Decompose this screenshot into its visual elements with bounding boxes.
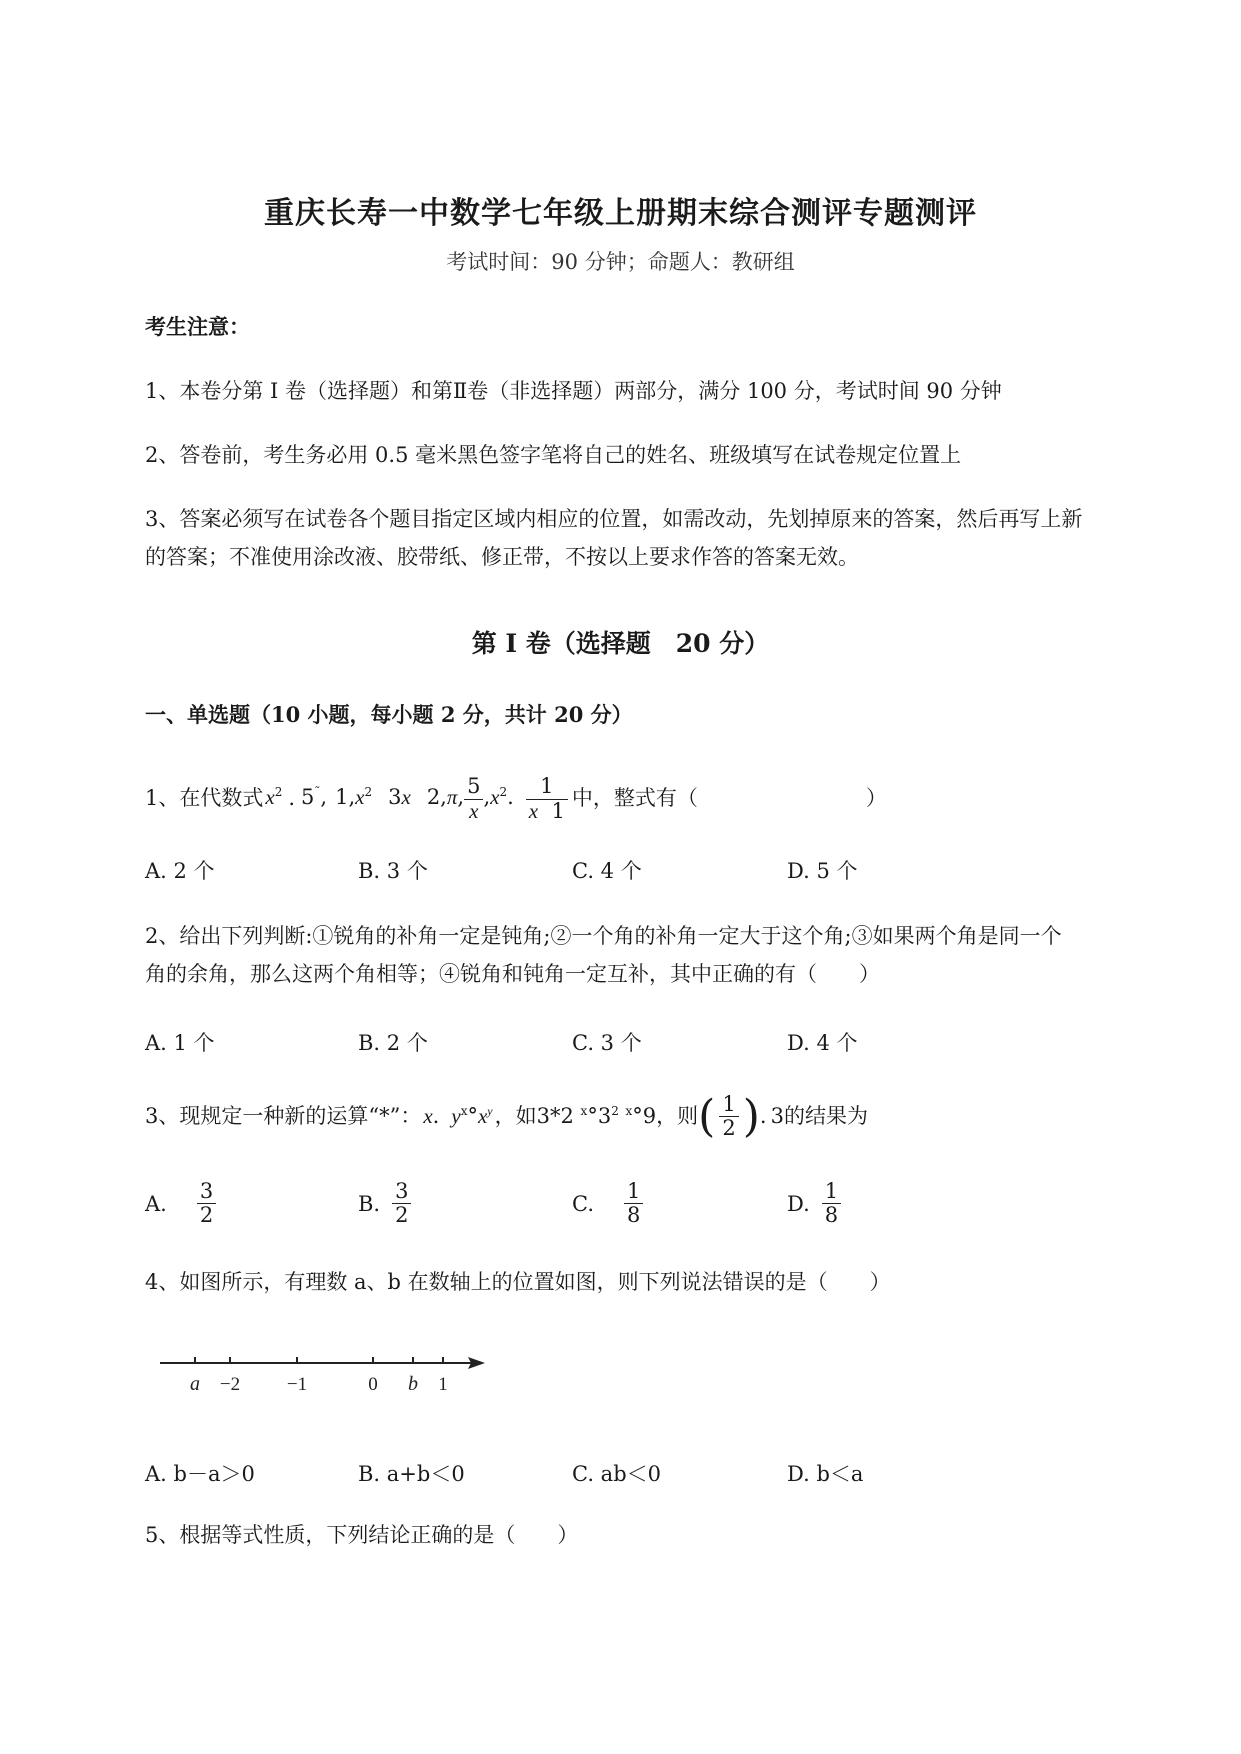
q4-option-d[interactable]: D. b＜a bbox=[787, 1462, 864, 1486]
question-2-line-1: 2、给出下列判断:①锐角的补角一定是钝角;②一个角的补角一定大于这个角;③如果两个角是同一个 bbox=[145, 924, 1062, 948]
label-neg2: −2 bbox=[219, 1374, 241, 1395]
notice-heading: 考生注意： bbox=[145, 314, 250, 339]
number-line-figure bbox=[150, 1345, 490, 1400]
q1-suffix: 中，整式有（ ） bbox=[571, 786, 887, 811]
q4-option-a[interactable]: A. b－a＞0 bbox=[145, 1462, 255, 1486]
q3-mid: ，如 bbox=[494, 1104, 537, 1129]
q1-prefix: 1、在代数式 bbox=[145, 786, 264, 811]
q3-option-a[interactable]: A. $\frac{3}{2}$ bbox=[145, 1180, 216, 1227]
label-neg1: −1 bbox=[286, 1374, 308, 1395]
part-heading: 一、单选题（10 小题，每小题 2 分，共计 20 分） bbox=[145, 702, 633, 727]
q2-option-c[interactable]: C. 3 个 bbox=[572, 1031, 642, 1055]
q1-option-b[interactable]: B. 3 个 bbox=[358, 859, 428, 883]
question-5: 5、根据等式性质，下列结论正确的是（ ） bbox=[145, 1523, 579, 1547]
notice-item-3-cont: 的答案；不准使用涂改液、胶带纸、修正带，不按以上要求作答的答案无效。 bbox=[145, 545, 859, 569]
q3-option-c[interactable]: C. $\frac{1}{8}$ bbox=[572, 1180, 643, 1227]
q1-option-a[interactable]: A. 2 个 bbox=[145, 859, 215, 883]
q2-option-b[interactable]: B. 2 个 bbox=[358, 1031, 428, 1055]
q1-option-c[interactable]: C. 4 个 bbox=[572, 859, 642, 883]
q2-option-d[interactable]: D. 4 个 bbox=[787, 1031, 858, 1055]
notice-item-1: 1、本卷分第 I 卷（选择题）和第Ⅱ卷（非选择题）两部分，满分 100 分，考试时间 90 分钟 bbox=[145, 379, 1002, 403]
q3-expression: ( $\frac{1}{2}$ ) . 3 bbox=[698, 1090, 784, 1142]
q4-option-b[interactable]: B. a+b＜0 bbox=[358, 1462, 465, 1486]
notice-item-3: 3、答案必须写在试卷各个题目指定区域内相应的位置，如需改动，先划掉原来的答案，然后再写上新 bbox=[145, 507, 1083, 531]
q3-mid2: ，则 bbox=[656, 1104, 699, 1129]
notice-item-2: 2、答卷前，考生务必用 0.5 毫米黑色签字笔将自己的姓名、班级填写在试卷规定位置上 bbox=[145, 443, 962, 467]
page-title: 重庆长寿一中数学七年级上册期末综合测评专题测评 bbox=[264, 196, 977, 231]
q4-option-c[interactable]: C. ab＜0 bbox=[572, 1462, 661, 1486]
q1-expression: $x^2$ . 5˜, $1,x^2$ 3x 2,π, $\frac{5}{x}$ $,x^2$. $\frac{1}{x 1}$ bbox=[265, 775, 567, 822]
label-0: 0 bbox=[368, 1374, 378, 1395]
q1-option-d[interactable]: D. 5 个 bbox=[787, 859, 858, 883]
label-a: a bbox=[190, 1373, 200, 1395]
label-b: b bbox=[408, 1373, 418, 1395]
exam-info: 考试时间：90 分钟；命题人：教研组 bbox=[446, 250, 795, 274]
q2-option-a[interactable]: A. 1 个 bbox=[145, 1031, 215, 1055]
question-4: 4、如图所示，有理数 a、b 在数轴上的位置如图，则下列说法错误的是（ ） bbox=[145, 1270, 891, 1294]
q3-option-d[interactable]: D. $\frac{1}{8}$ bbox=[787, 1180, 841, 1227]
q3-example: 3*2 $^x^\circ 3^2$ $^x$°9 bbox=[536, 1104, 657, 1129]
question-3 bbox=[145, 1090, 868, 1144]
q3-option-b[interactable]: B. $\frac{3}{2}$ bbox=[358, 1180, 411, 1227]
q3-suffix: 的结果为 bbox=[783, 1104, 868, 1129]
label-1: 1 bbox=[438, 1374, 448, 1395]
question-1 bbox=[145, 768, 887, 830]
q3-operation-definition: x. $y^x^\circ x^y$ bbox=[423, 1104, 493, 1129]
q3-prefix: 3、现规定一种新的运算“*”： bbox=[145, 1104, 422, 1129]
section-title: 第 I 卷（选择题 20 分） bbox=[471, 629, 770, 658]
question-2-line-2: 角的余角，那么这两个角相等；④锐角和钝角一定互补，其中正确的有（ ） bbox=[145, 962, 880, 986]
